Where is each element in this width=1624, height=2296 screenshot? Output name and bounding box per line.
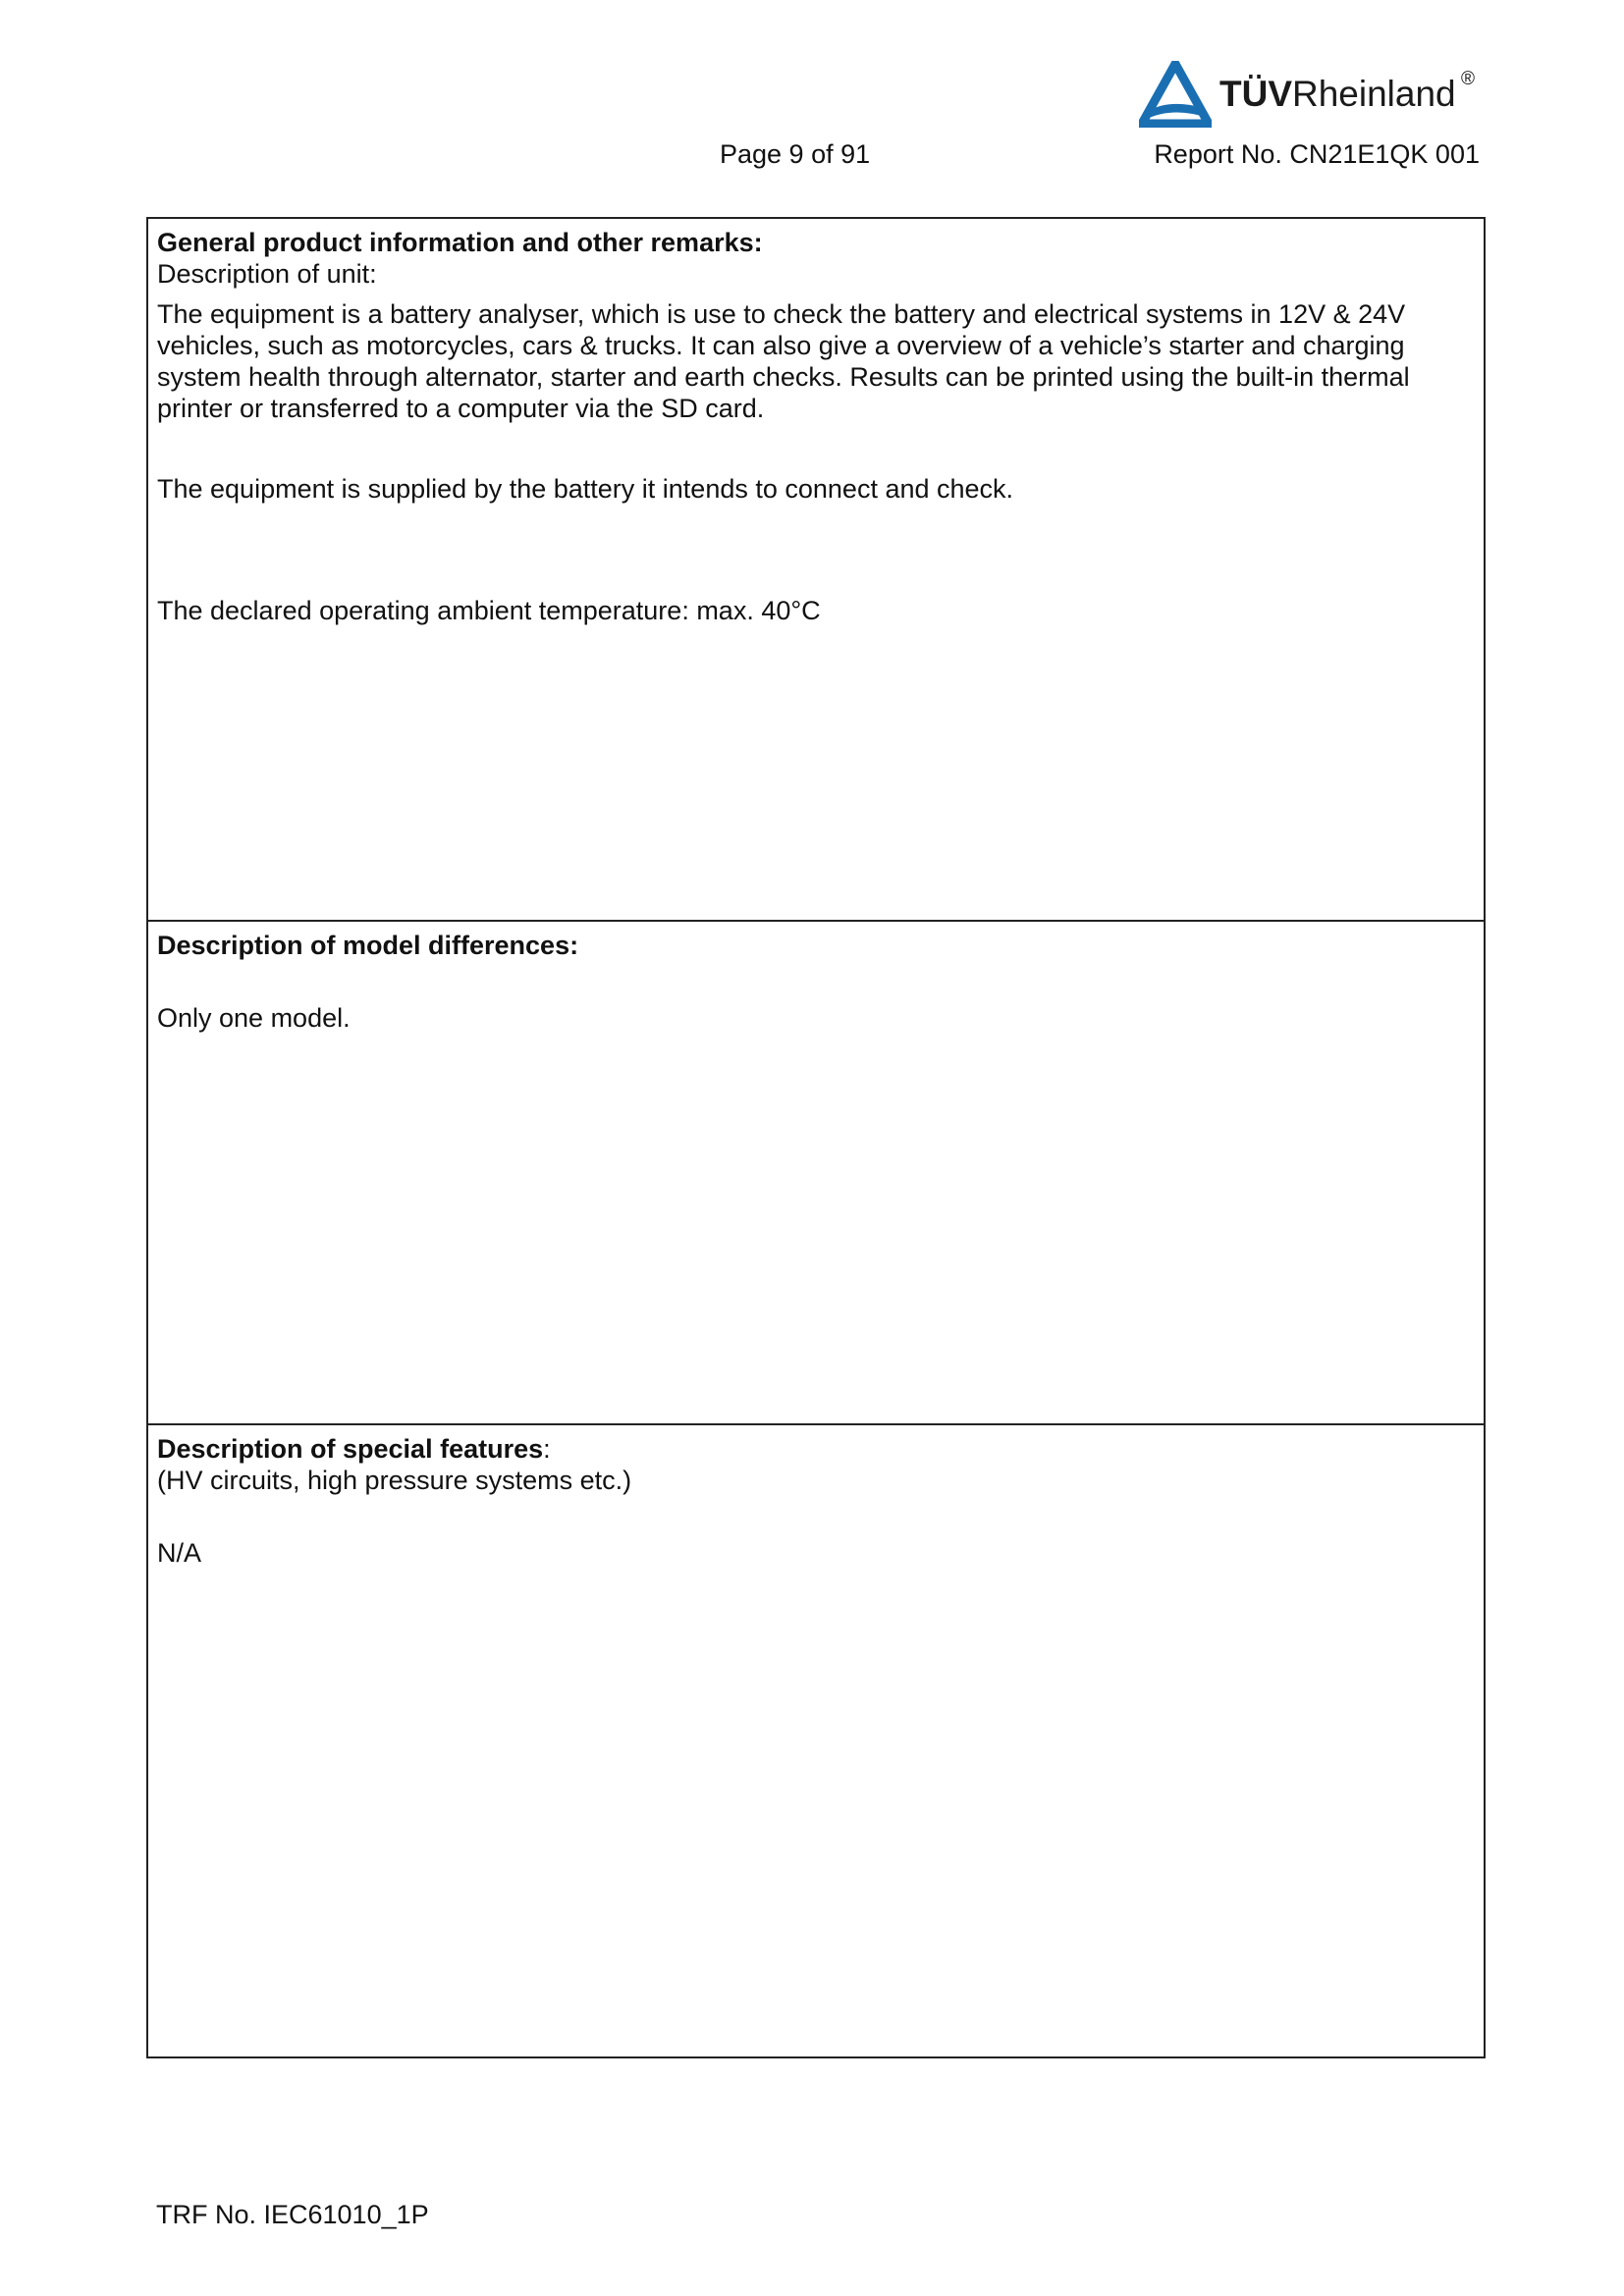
tuv-triangle-icon <box>1139 61 1212 128</box>
product-info-table <box>146 217 1486 2058</box>
special-features-heading: Description of special features <box>157 1434 544 1464</box>
page-number: Page 9 of 91 <box>720 139 871 169</box>
special-features-text: N/A <box>157 1538 202 1568</box>
tuv-rheinland-logo <box>1139 61 1483 128</box>
unit-description-label: Description of unit: <box>157 259 377 289</box>
unit-description-text: The equipment is a battery analyser, which is use to check the battery and electrical systems in 12V & 24V vehicles, such as motorcycles, cars & trucks. It can also give a overview of a vehicle’s starter and charging system health through alternator, starter and earth checks. Results can be printed using the built-in thermal printer or transferred to a computer via the SD card. <box>157 299 1410 423</box>
registered-mark: ® <box>1461 69 1475 89</box>
special-features-heading-line <box>157 1433 1474 1465</box>
special-features-subheading: (HV circuits, high pressure systems etc.) <box>157 1466 632 1495</box>
model-differences-section <box>148 920 1484 1423</box>
model-differences-heading: Description of model differences: <box>157 931 579 960</box>
general-info-section <box>148 219 1484 920</box>
special-features-section <box>148 1423 1484 2056</box>
brand-name-part1: TÜV <box>1219 74 1292 114</box>
brand-name-part2: Rheinland <box>1292 74 1456 114</box>
report-number: Report No. CN21E1QK 001 <box>1154 139 1480 169</box>
ambient-temperature-text: The declared operating ambient temperature: max. 40°C <box>157 596 821 625</box>
brand-name <box>1219 74 1456 115</box>
special-features-colon: : <box>543 1434 551 1464</box>
model-differences-text: Only one model. <box>157 1003 351 1033</box>
trf-number: TRF No. IEC61010_1P <box>156 2200 429 2229</box>
general-info-heading: General product information and other remarks: <box>157 228 763 257</box>
power-supply-text: The equipment is supplied by the battery it intends to connect and check. <box>157 474 1014 504</box>
